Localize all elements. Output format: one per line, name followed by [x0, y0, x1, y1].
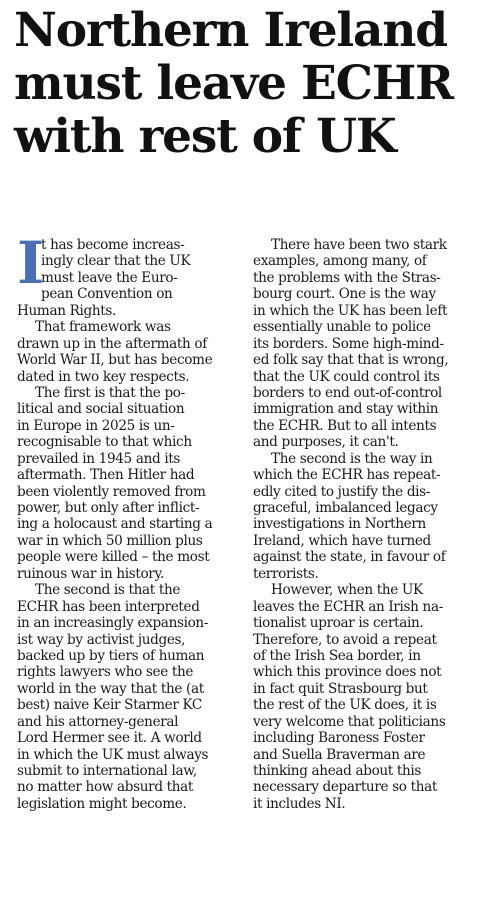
headline	[14, 4, 470, 163]
headline-line: must leave ECHR	[14, 56, 453, 111]
text-line: no matter how absurd that	[17, 779, 194, 796]
text-line: ruinous war in history.	[17, 565, 164, 582]
text-line: world in the way that the (at	[17, 680, 204, 697]
text-line: graceful, imbalanced legacy	[253, 500, 438, 516]
text-line: aftermath. Then Hitler had	[17, 467, 195, 484]
text-line: essentially unable to police	[253, 319, 431, 336]
text-line: and his attorney-general	[17, 713, 179, 730]
text-line: which the ECHR has repeat-	[253, 467, 441, 484]
text-line: Ireland, which have turned	[253, 532, 431, 549]
text-line: examples, among many, of	[253, 253, 427, 270]
text-line: ing a holocaust and starting a	[17, 516, 213, 533]
text-line: edly cited to justify the dis-	[253, 483, 431, 500]
text-line: recognisable to that which	[17, 434, 192, 451]
text-line: its borders. Some high-mind-	[253, 335, 444, 352]
text-line: investigations in Northern	[253, 516, 426, 533]
text-line: necessary departure so that	[253, 779, 437, 796]
text-line: dated in two key respects.	[17, 368, 190, 385]
text-line: ed folk say that that is wrong,	[253, 352, 449, 369]
text-line: and Suella Braverman are	[253, 746, 426, 763]
text-line: and purposes, it can't.	[253, 434, 399, 451]
text-line: borders to end out-of-control	[253, 384, 442, 401]
text-line: ECHR has been interpreted	[17, 598, 200, 615]
text-line: people were killed – the most	[17, 549, 210, 566]
text-line: best) naive Keir Starmer KC	[17, 697, 202, 714]
text-line: litical and social situation	[17, 401, 185, 418]
text-line: submit to international law,	[17, 763, 197, 779]
text-line: immigration and stay within	[253, 401, 439, 418]
text-line: The second is the way in	[271, 450, 433, 467]
text-line: power, but only after inflict-	[17, 500, 200, 516]
text-line: of the Irish Sea border, in	[253, 647, 421, 664]
text-line: in Europe in 2025 is un-	[17, 417, 175, 434]
text-line: backed up by tiers of human	[17, 647, 205, 664]
text-line: war in which 50 million plus	[17, 532, 203, 549]
article-column-left	[17, 229, 232, 812]
text-line: in fact quit Strasbourg but	[253, 680, 428, 697]
text-line: very welcome that politicians	[253, 713, 446, 730]
text-line: That framework was	[35, 319, 171, 336]
text-line: pean Convention on	[41, 286, 173, 303]
text-line: drawn up in the aftermath of	[17, 335, 207, 352]
text-line: thinking ahead about this	[253, 763, 422, 779]
text-line: leaves the ECHR an Irish na-	[253, 598, 443, 615]
text-line: been violently removed from	[17, 483, 206, 500]
text-line: t has become increas-	[41, 237, 185, 253]
text-line: the ECHR. But to all intents	[253, 417, 437, 434]
text-line: legislation might become.	[17, 795, 187, 812]
article-column-right	[253, 237, 468, 812]
text-line: must leave the Euro-	[41, 269, 178, 286]
text-line: Lord Hermer see it. A world	[17, 730, 202, 747]
text-line: The second is that the	[35, 582, 181, 599]
text-line: bourg court. One is the way	[253, 286, 436, 303]
text-line: ist way by activist judges,	[17, 631, 186, 648]
text-line: Human Rights.	[17, 302, 116, 319]
text-line: prevailed in 1945 and its	[17, 450, 181, 467]
headline-line: with rest of UK	[14, 109, 396, 164]
text-line: including Baroness Foster	[253, 730, 425, 747]
text-line: that the UK could control its	[253, 368, 440, 385]
text-line: rights lawyers who see the	[17, 664, 194, 681]
text-line: the problems with the Stras-	[253, 269, 441, 286]
text-line: it includes NI.	[253, 795, 346, 812]
text-line: in which the UK must always	[17, 746, 209, 763]
text-line: There have been two stark	[271, 237, 447, 253]
text-line: However, when the UK	[271, 582, 423, 599]
text-line: Therefore, to avoid a repeat	[253, 631, 437, 648]
text-line: the rest of the UK does, it is	[253, 697, 437, 714]
text-line: ingly clear that the UK	[41, 253, 191, 270]
text-line: in which the UK has been left	[253, 302, 448, 319]
text-line: in an increasingly expansion-	[17, 615, 209, 632]
text-line: The first is that the po-	[35, 384, 185, 401]
text-line: tionalist uproar is certain.	[253, 615, 424, 632]
drop-cap: I	[17, 229, 44, 297]
text-line: against the state, in favour of	[253, 549, 446, 566]
headline-line: Northern Ireland	[14, 3, 447, 58]
text-line: which this province does not	[253, 664, 442, 681]
text-line: World War II, but has become	[17, 352, 213, 369]
text-line: terrorists.	[253, 565, 319, 582]
